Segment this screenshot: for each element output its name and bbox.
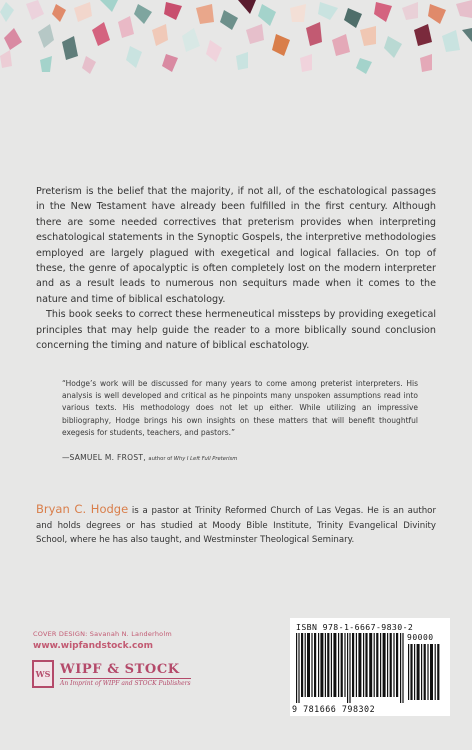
price-barcode-bars (408, 644, 442, 700)
publisher-logo (32, 660, 191, 688)
author-name: Bryan C. Hodge (36, 502, 129, 516)
description-paragraph-1: Preterism is the belief that the majority, if not all, of the eschatological passages in the New Testament have already been fulfilled in the first century. Although there are some needed correctives that preterism provides when interpreting eschatological statements in the Synoptic Gospels, the interpretive methodologies employed are largely plagued with exegetical and logical fallacies. On top of these, the genre of apocalyptic is often completely lost on the modern interpreter and as a result leads to numerous non sequiturs made when it comes to the nature and time of biblical eschatology. (36, 186, 436, 305)
publisher-name: WIPF & STOCK (60, 661, 180, 677)
cover-design-credit: COVER DESIGN: Savanah N. Landerholm (33, 630, 172, 638)
publisher-website: www.wipfandstock.com (33, 641, 153, 651)
barcode-bars (296, 633, 406, 703)
author-bio (36, 502, 436, 548)
barcode-digits: 9 781666 798302 (292, 704, 376, 714)
description-paragraph-2: This book seeks to correct these hermeneutical missteps by providing exegetical principles that may help guide the reader to a more biblically sound conclusion concerning the timing and nature of biblical eschatology. (36, 309, 436, 352)
endorser-book-title: Why I Left Full Preterism (173, 456, 238, 462)
isbn-label: ISBN 978-1-6667-9830-2 (296, 622, 414, 632)
book-description (36, 184, 436, 353)
endorser-role-prefix: author of (148, 456, 174, 462)
attribution-dash: — (62, 453, 70, 462)
author-bio-text: is a pastor at Trinity Reformed Church of Las Vegas. He is an author and holds degrees or has studied at Moody Bible Institute, Trinity Evangelical Divinity School, where he has also taught, and Westminster Theological Seminary. (36, 506, 436, 546)
endorser-name: SAMUEL M. FROST, (69, 453, 146, 462)
ws-monogram-icon: WS (32, 660, 54, 688)
price-code: 90000 (407, 633, 434, 642)
endorsement-quote: “Hodge’s work will be discussed for many years to come among preterist interpreters. His analysis is well developed and critical as he pinpoints many unspoken assumptions read into various texts. His methodology does not let up either. While utilizing an impressive bibliography, Hodge brings his own insights on these matters that will benefit thoughtful exegesis for students, teachers, and pastors.” (62, 379, 418, 437)
geometric-pattern-banner (0, 0, 472, 80)
endorsement-attribution (62, 453, 422, 462)
credits (33, 630, 172, 651)
isbn-barcode (290, 618, 450, 716)
publisher-tagline: An Imprint of WIPF and STOCK Publishers (60, 679, 191, 687)
